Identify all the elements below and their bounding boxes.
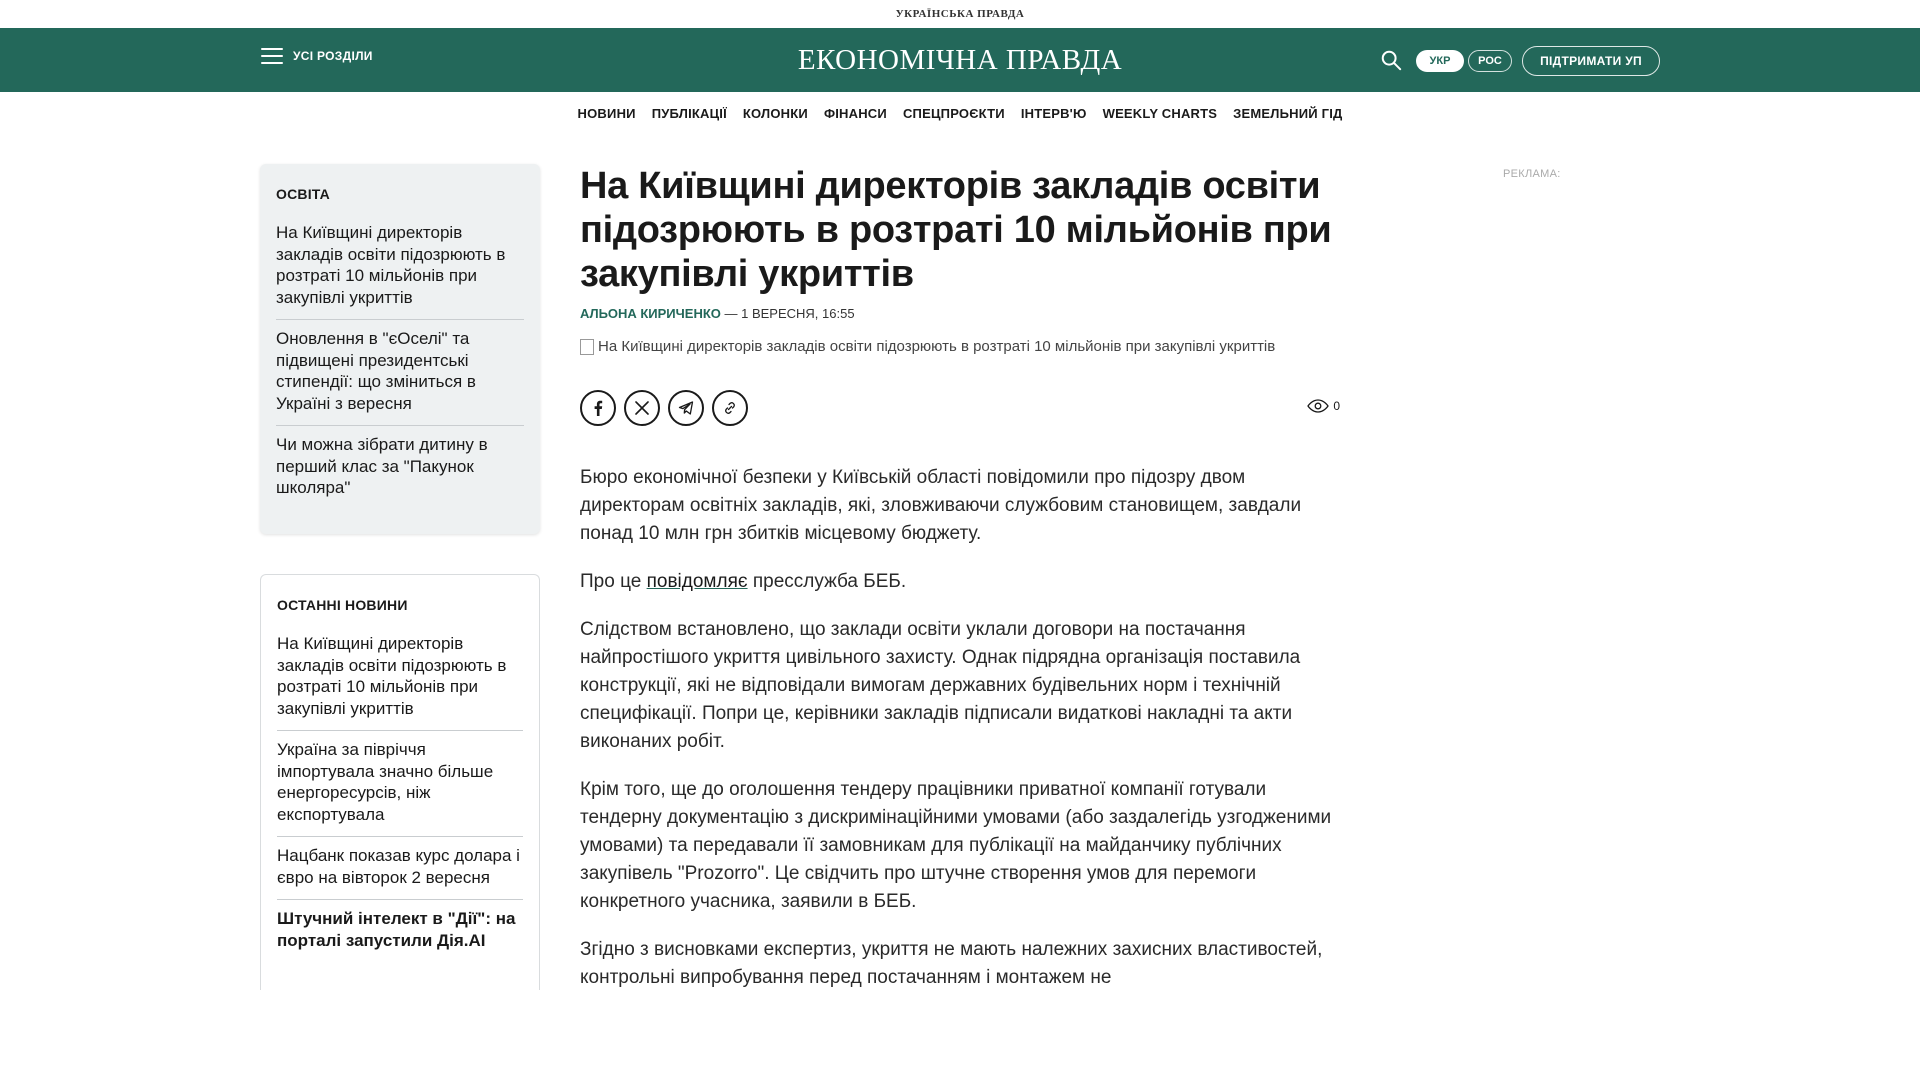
list-item[interactable]: На Київщині директорів закладів освіти підозрюють в розтраті 10 мільйонів при закупівлі укриттів bbox=[276, 214, 524, 320]
nav-item-land-guide[interactable]: ЗЕМЕЛЬНИЙ ГІД bbox=[1233, 105, 1343, 121]
sidebar-education bbox=[260, 164, 540, 534]
share-row bbox=[580, 390, 1340, 426]
main-nav bbox=[0, 92, 1920, 134]
ad-label: РЕКЛАМА: bbox=[1503, 168, 1561, 180]
nav-item-columns[interactable]: КОЛОНКИ bbox=[742, 105, 808, 121]
top-strip bbox=[0, 0, 1920, 28]
list-item[interactable]: Оновлення в "єОселі" та підвищені президентські стипендії: що зміниться в Україні з вересня bbox=[276, 320, 524, 426]
list-item[interactable]: Чи можна зібрати дитину в перший клас за "Пакунок школяра" bbox=[276, 435, 488, 497]
paragraph-text: Про це bbox=[580, 571, 647, 592]
article-image bbox=[580, 337, 1340, 356]
list-item[interactable]: Нацбанк показав курс долара і євро на вівторок 2 вересня bbox=[277, 837, 523, 900]
telegram-share-button[interactable] bbox=[668, 390, 704, 426]
paragraph-text: пресслужба БЕБ. bbox=[747, 571, 907, 592]
facebook-icon bbox=[590, 400, 606, 416]
source-link[interactable]: повідомляє bbox=[646, 571, 748, 592]
copy-link-button[interactable] bbox=[712, 390, 748, 426]
link-icon bbox=[722, 400, 738, 416]
paragraph: Слідством встановлено, що заклади освіти уклали договори на постачання найпростішого укриття цивільного захисту. Однак підрядна організація поставила конструкції, які не відповідали вимогам державних будівельних норм і технічній специфікації. Попри це, керівники закладів підписали видаткові накладні та акти виконаних робіт. bbox=[580, 619, 1301, 752]
nav-item-news[interactable]: НОВИНИ bbox=[577, 105, 636, 121]
article-title: На Київщині директорів закладів освіти підозрюють в розтраті 10 мільйонів при закупівлі укриттів bbox=[580, 165, 1332, 295]
x-icon bbox=[634, 400, 650, 416]
view-count bbox=[1307, 399, 1340, 413]
list-item[interactable]: На Київщині директорів закладів освіти підозрюють в розтраті 10 мільйонів при закупівлі укриттів bbox=[277, 625, 523, 731]
nav-item-interview[interactable]: ІНТЕРВ'Ю bbox=[1020, 105, 1087, 121]
byline bbox=[580, 306, 1340, 321]
telegram-icon bbox=[678, 400, 694, 416]
sidebar-education-title[interactable]: ОСВІТА bbox=[276, 186, 330, 202]
author-link[interactable]: АЛЬОНА КИРИЧЕНКО bbox=[580, 306, 721, 321]
x-share-button[interactable] bbox=[624, 390, 660, 426]
broken-image-icon bbox=[580, 339, 594, 355]
paragraph bbox=[580, 568, 1340, 596]
sidebar-latest-news-title[interactable]: ОСТАННІ НОВИНИ bbox=[277, 597, 408, 613]
paragraph: Бюро економічної безпеки у Київській області повідомили про підозру двом директорам освітніх закладів, які, зловживаючи службовим становищем, завдали понад 10 млн грн збитків місцевому бюджету. bbox=[580, 467, 1302, 544]
search-icon[interactable] bbox=[1380, 49, 1402, 71]
page-bottom-mask bbox=[0, 990, 1920, 1080]
list-item[interactable]: Штучний інтелект в "Дії": на порталі запустили Дія.AI bbox=[277, 909, 516, 950]
article-body bbox=[580, 464, 1340, 992]
nav-item-finance[interactable]: ФІНАНСИ bbox=[823, 105, 887, 121]
lang-ukr-button[interactable]: УКР bbox=[1416, 50, 1464, 72]
site-brand-logo[interactable]: ЕКОНОМІЧНА ПРАВДА bbox=[797, 44, 1123, 76]
paragraph: Крім того, ще до оголошення тендеру працівники приватної компанії готували тендерну документацію з дискримінаційними умовами (або заздалегідь узгодженими умовами) та передавали її замовникам для публікації на майданчику публічних закупівель "Prozorro". Це свідчить про штучне створення умов для перемоги конкретного учасника, заявили в БЕБ. bbox=[580, 779, 1332, 912]
facebook-share-button[interactable] bbox=[580, 390, 616, 426]
all-sections-label: УСІ РОЗДІЛИ bbox=[293, 49, 373, 63]
nav-item-publications[interactable]: ПУБЛІКАЦІЇ bbox=[651, 105, 727, 121]
article-image-alt: На Київщині директорів закладів освіти підозрюють в розтраті 10 мільйонів при закупівлі укриттів bbox=[598, 338, 1276, 355]
support-button[interactable]: ПІДТРИМАТИ УП bbox=[1522, 46, 1660, 76]
nav-item-special-projects[interactable]: СПЕЦПРОЄКТИ bbox=[902, 105, 1005, 121]
up-logo[interactable]: УКРАЇНСЬКА ПРАВДА bbox=[895, 8, 1025, 20]
publish-date: — 1 ВЕРЕСНЯ, 16:55 bbox=[724, 306, 855, 321]
site-header bbox=[0, 28, 1920, 92]
eye-icon bbox=[1307, 399, 1329, 413]
lang-ros-button[interactable]: РОС bbox=[1468, 50, 1512, 72]
paragraph: Згідно з висновками експертиз, укриття не мають належних захисних властивостей, контрольні випробування перед постачанням і монтажем не bbox=[580, 939, 1323, 988]
list-item[interactable]: Україна за півріччя імпортувала значно більше енергоресурсів, ніж експортувала bbox=[277, 731, 523, 837]
nav-item-weekly-charts[interactable]: WEEKLY CHARTS bbox=[1102, 105, 1218, 121]
view-count-value: 0 bbox=[1333, 399, 1340, 413]
article bbox=[580, 164, 1340, 1012]
sidebar-latest-news bbox=[260, 574, 540, 994]
